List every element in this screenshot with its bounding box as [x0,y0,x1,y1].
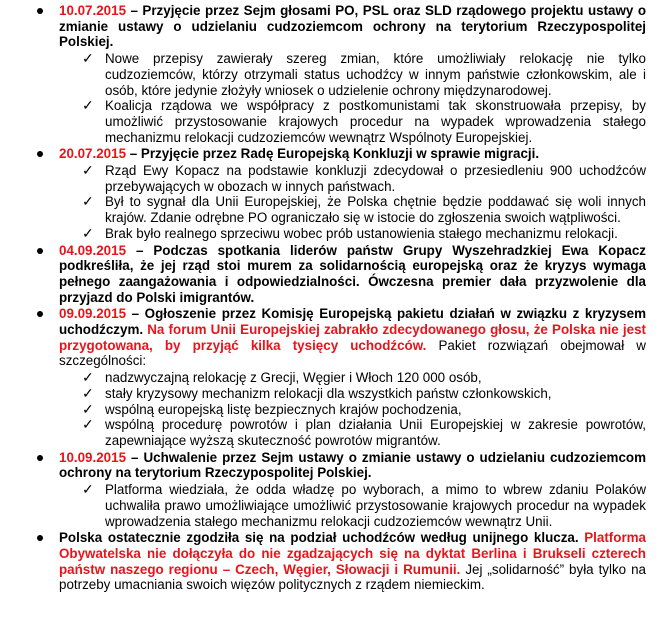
sub-item [82,369,646,386]
list-item [59,3,646,50]
list-item [59,243,646,306]
check-icon: ✓ [82,162,94,179]
list-item [59,146,646,162]
item-text: Jej „solidarność” była tylko na potrzeby umacniania swoich więzów politycznych z rządem niemieckim. [59,561,646,593]
item-title: – Przyjęcie przez Radę Europejską Konkluzji w sprawie migracji. [126,146,540,162]
item-title: – Uchwalenie przez Sejm ustawy o zmianie ustawy o udzielaniu cudzoziemcom ochrony na terytorium Rzeczypospolitej Polskiej. [59,449,646,481]
sub-item [82,97,646,145]
item-text: Pakiet rozwiązań obejmował w szczególności: [59,337,646,369]
check-icon: ✓ [82,224,94,241]
item-title: – Przyjęcie przez Sejm głosami PO, PSL oraz SLD rządowego projektu ustawy o zmianie ustawy o udzielaniu cudzoziemcom ochrony na terytorium Rzeczypospolitej Polskiej. [59,3,646,50]
list-item [59,530,646,593]
sub-item-text: nadzwyczajną relokację z Grecji, Węgier i Włoch 120 000 osób, [105,370,482,386]
list-item [59,450,646,481]
sub-item [82,481,646,529]
sub-item [82,193,646,226]
sub-item-text: stały kryzysowy mechanizm relokacji dla wszystkich państw członkowskich, [105,385,552,401]
bullet-icon [37,535,43,541]
item-title: – Podczas spotkania liderów państw Grupy Wyszehradzkiej Ewa Kopacz podkreśliła, że jej rząd stoi murem za solidarnością europejską oraz że kryzys wymaga pełnego zaangażowania i odpowiedzialności. Ówczesna premier dała przyzwolenie dla przyjazd do Polski imigrantów. [59,242,646,305]
sub-item-text: Koalicja rządowa we współpracy z postkomunistami tak skonstruowała przepisy, by umożliwić przystosowanie krajowych procedur na wypadek wprowadzenia stałego mechanizmu relokacji cudzoziemców wewnątrz Wspólnoty Europejskiej. [105,98,646,145]
bullet-icon [37,455,43,461]
item-date: 10.07.2015 [59,3,127,18]
sub-item-text: Brak było realnego sprzeciwu wobec prób ustanowienia stałego mechanizmu relokacji. [105,225,618,241]
sub-item [82,400,646,418]
bullet-icon [37,248,43,254]
sub-list [0,370,665,449]
sub-list [0,482,665,529]
check-icon: ✓ [82,400,94,417]
sub-item-text: wspólną procedurę powrotów i plan działania Unii Europejskiej w zakresie powrotów, zapewniające wyższą skuteczność powrotów migrantów. [105,417,646,448]
bullet-icon [37,151,43,157]
check-icon: ✓ [82,481,94,498]
item-highlight: Na forum Unii Europejskiej zabrakło zdecydowanego głosu, że Polska nie jest przygotowana, by przyjąć kilka tysięcy uchodźców. [59,322,646,353]
sub-item [82,224,646,242]
item-date: 10.09.2015 [59,449,127,465]
sub-item-text: wspólną europejską listę bezpiecznych krajów pochodzenia, [105,401,462,417]
check-icon: ✓ [82,416,94,433]
bullet-icon [37,8,43,14]
item-date: 04.09.2015 [59,242,127,258]
item-title: Polska ostatecznie zgodziła się na podział uchodźców według unijnego klucza. [59,530,579,546]
check-icon: ✓ [82,384,94,401]
bullet-icon [37,311,43,317]
sub-item-text: Platforma wiedziała, że odda władzę po wyborach, a mimo to wbrew zdaniu Polaków uchwaliła prawo umożliwiające umożliwić przystosowanie krajowych procedur na wypadek wprowadzenia stałego mechanizmu relokacji cudzoziemców wewnątrz Unii. [105,482,646,529]
check-icon: ✓ [82,193,94,210]
item-date: 09.09.2015 [59,306,127,322]
sub-list [0,51,665,145]
check-icon: ✓ [82,369,94,386]
sub-item [82,50,646,98]
sub-item-text: Był to sygnał dla Unii Europejskiej, że Polska chętnie będzie poddawać się woli innych krajów. Zdanie odrębne PO ograniczało się w istocie do zgłoszenia swoich wątpliwości. [105,194,646,226]
sub-item [82,162,646,194]
sub-item-text: Nowe przepisy zawierały szereg zmian, które umożliwiały relokację nie tylko cudzoziemców, którzy otrzymali status uchodźcy w innym państwie członkowskim, ale i osób, które jedynie złożyły wniosek o udzielenie ochrony międzynarodowej. [105,51,646,98]
item-title: – Ogłoszenie przez Komisję Europejską pakietu działań w związku z kryzysem uchodźczym. [59,306,646,338]
sub-item-text: Rząd Ewy Kopacz na podstawie konkluzji zdecydował o przesiedleniu 900 uchodźców przebywających w obozach w innych państwach. [105,163,646,194]
item-highlight: Platforma Obywatelska nie dołączyła do nie zgadzających się na dyktat Berlina i Brukseli czterech państw naszego regionu – Czech, Węgier, Słowacji i Rumunii. [59,530,647,577]
sub-list [0,163,665,242]
sub-item [82,384,646,402]
check-icon: ✓ [82,97,94,114]
check-icon: ✓ [82,50,94,67]
sub-item [82,416,646,448]
list-item [59,306,646,369]
item-date: 20.07.2015 [59,146,127,162]
